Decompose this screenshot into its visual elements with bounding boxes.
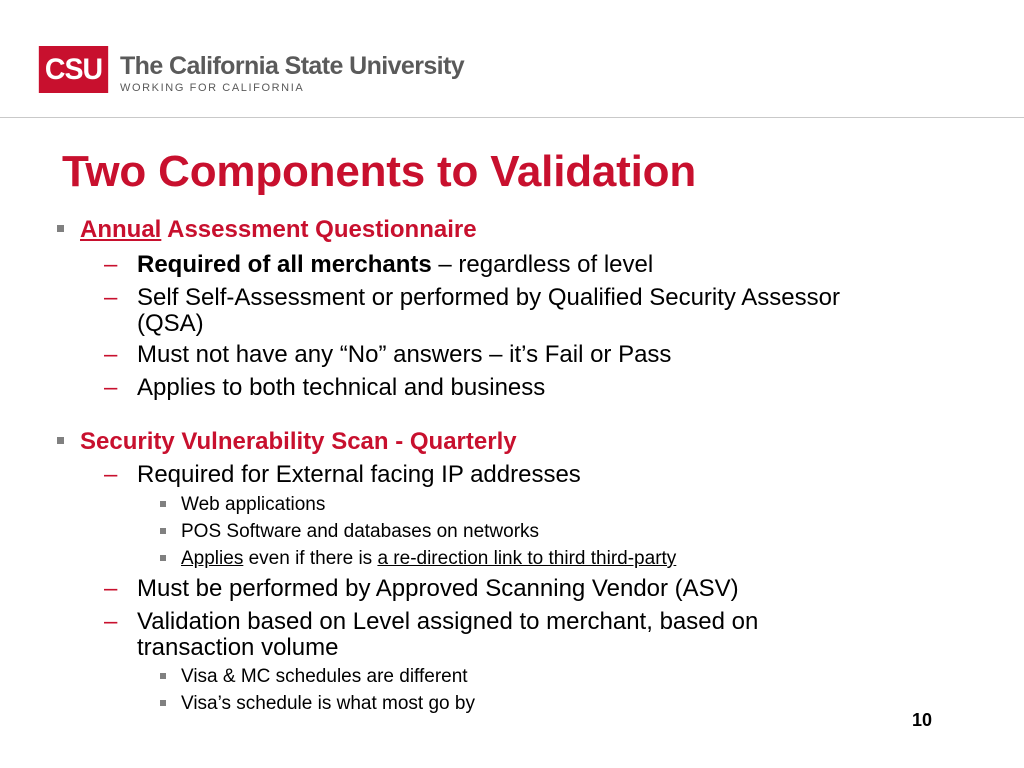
square-bullet-icon: [160, 555, 166, 561]
item-asv: – Must be performed by Approved Scanning Vendor (ASV): [104, 575, 739, 602]
dash-bullet-icon: –: [104, 341, 118, 368]
university-tagline: WORKING FOR CALIFORNIA: [120, 82, 305, 94]
square-bullet-icon: [160, 700, 166, 706]
dash-bullet-icon: –: [104, 608, 118, 635]
dash-bullet-icon: –: [104, 575, 118, 602]
dash-bullet-icon: –: [104, 251, 118, 278]
item-external-ip: – Required for External facing IP addresses: [104, 461, 581, 488]
dash-bullet-icon: –: [104, 284, 118, 311]
square-bullet-icon: [57, 225, 64, 232]
item-no-answers: – Must not have any “No” answers – it’s Fail or Pass: [104, 341, 672, 368]
bullet-annual-assessment: [80, 216, 477, 244]
bullet-vulnerability-scan: Security Vulnerability Scan - Quarterly: [80, 428, 517, 456]
item-self-assessment: – Self Self-Assessment or performed by Qualified Security Assessor (QSA): [104, 284, 840, 337]
sub-pos-software: POS Software and databases on networks: [181, 521, 539, 543]
square-bullet-icon: [160, 528, 166, 534]
university-name: The California State University: [120, 52, 464, 80]
square-bullet-icon: [160, 673, 166, 679]
dash-bullet-icon: –: [104, 461, 118, 488]
slide-title: Two Components to Validation: [62, 147, 697, 196]
annual-underlined: Annual: [80, 216, 162, 243]
assessment-heading-rest: Assessment Questionnaire: [161, 216, 477, 243]
dash-bullet-icon: –: [104, 374, 118, 401]
page-number: 10: [912, 710, 933, 730]
square-bullet-icon: [160, 501, 166, 507]
item-validation-level: – Validation based on Level assigned to merchant, based on transaction volume: [104, 608, 759, 661]
csu-logo: CSU: [39, 46, 108, 93]
sub-visa-schedule: Visa’s schedule is what most go by: [181, 693, 475, 715]
item-required-merchants: – Required of all merchants – regardless of level: [104, 251, 654, 278]
item-applies-technical: – Applies to both technical and business: [104, 374, 546, 401]
sub-visa-mc: Visa & MC schedules are different: [181, 666, 468, 688]
sub-applies-redirection: Applies even if there is a re-direction link to third third-party: [181, 548, 676, 570]
square-bullet-icon: [57, 437, 64, 444]
sub-web-applications: Web applications: [181, 494, 325, 516]
